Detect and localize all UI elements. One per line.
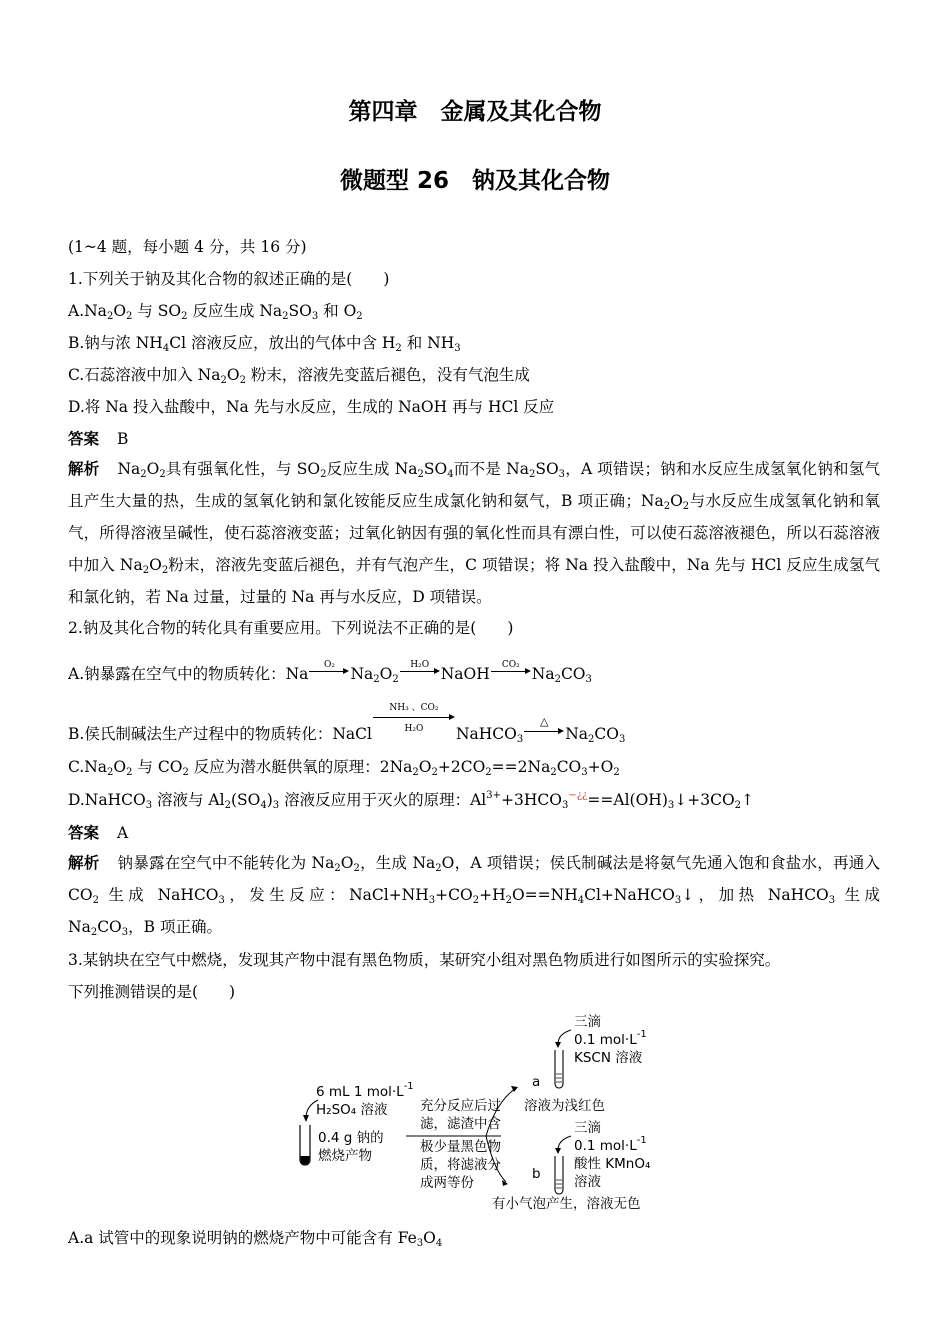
a-reagent: KSCN 溶液 xyxy=(574,1050,643,1066)
q2-option-a: A.钠暴露在空气中的物质转化：Na O₂ $Na_2O_2$ H₂O NaOH CO₂ $Na_2CO_3$ xyxy=(68,660,592,685)
q2-analysis: 解析 钠暴露在空气中不能转化为 $Na_2O_2$，生成 $Na_2O$，A 项错误；侯氏制碱法是将氨气先通入饱和食盐水，再通入 $CO_2$ 生成 NaHCO$_3$，发生反应：$NaCl+NH_3+CO_2+H_2O==NH_4Cl+NaHCO_3↓$，加热 NaHCO$_3$ 生成 $Na_2CO_3$，B 项正确。 xyxy=(68,854,880,938)
a-concentration: 0.1 $mol\cdot L^{-1}$ xyxy=(574,1029,647,1048)
a-drops: 三滴 xyxy=(574,1014,601,1030)
sample-label-2: 燃烧产物 xyxy=(318,1148,372,1164)
q2-stem: 2.钠及其化合物的转化具有重要应用。下列说法不正确的是( ) xyxy=(68,619,514,637)
b-reagent-2: 溶液 xyxy=(574,1174,601,1190)
reaction-arrow: △ xyxy=(524,724,564,744)
section-title: 微题型 26 钠及其化合物 xyxy=(339,168,610,194)
reagent-concentration: 6 mL 1 $mol\cdot L^{-1}$ xyxy=(316,1081,414,1100)
q1-option-b: B.钠与浓 $NH_4Cl$ 溶液反应，放出的气体中含 $H_2$ 和 $NH_3$ xyxy=(68,334,461,354)
step-text-4: 质，将滤液分 xyxy=(420,1157,501,1173)
b-concentration: 0.1 $mol\cdot L^{-1}$ xyxy=(574,1135,647,1154)
step-text-1: 充分反应后过 xyxy=(420,1098,501,1114)
q2-option-c: $C.Na_2O_2$ 与 $CO_2$ 反应为潜水艇供氧的原理：$2Na_2O_2+2CO_2==2Na_2CO_3+O_2$ xyxy=(68,758,620,778)
q2-option-b: B.侯氏制碱法生产过程中的物质转化：NaCl $\frac{\text{NH₃ 、CO₂}}{\text{H₂O}}$ NaHCO$_3$ △ $Na_2CO_3$ xyxy=(68,703,626,745)
b-reagent: 酸性 KMnO₄ xyxy=(574,1156,651,1172)
b-drops: 三滴 xyxy=(574,1120,601,1136)
analysis-label: 解析 xyxy=(68,854,100,872)
answer-label: 答案 xyxy=(68,824,100,842)
q1-option-d: D.将 Na 投入盐酸中，Na 先与水反应，生成的 NaOH 再与 HCl 反应 xyxy=(68,398,555,416)
q1-option-c: C.石蕊溶液中加入 $Na_2O_2$ 粉末，溶液先变蓝后褪色，没有气泡生成 xyxy=(68,366,530,386)
analysis-label: 解析 xyxy=(68,460,100,478)
reaction-arrow: $\frac{\text{NH₃ 、CO₂}}{\text{H₂O}}$ xyxy=(373,724,455,744)
answer-label: 答案 xyxy=(68,430,100,448)
reaction-arrow: O₂ xyxy=(309,664,349,684)
q1-analysis: 解析 $Na_2O_2$具有强氧化性，与 $SO_2$反应生成 $Na_2SO_4$而不是 $Na_2SO_3$，A 项错误；钠和水反应生成氢氧化钠和氢气且产生大量的热，生成的氢氧化钠和氯化铵能反应生成氯化钠和氨气，B 项正确；$Na_2O_2$与水反应生成氢氧化钠和氧气，所得溶液呈碱性，使石蕊溶液变蓝；过氧化钠因有强的氧化性而具有漂白性，可以使石蕊溶液褪色，所以石蕊溶液中加入 $Na_2O_2$粉末，溶液先变蓝后褪色，并有气泡产生，C 项错误；将 Na 投入盐酸中，Na 先与 HCl 反应生成氢气和氯化钠，若 Na 过量，过量的 Na 再与水反应，D 项错误。 xyxy=(68,460,880,606)
a-result: 溶液为浅红色 xyxy=(524,1098,605,1114)
sample-label-1: 0.4 g 钠的 xyxy=(318,1130,384,1146)
branch-b-label: b xyxy=(532,1166,541,1182)
experiment-figure xyxy=(296,1010,668,1216)
branch-a-label: a xyxy=(532,1074,541,1090)
step-text-3: 极少量黑色物 xyxy=(420,1139,501,1155)
q2-answer: 答案 A xyxy=(68,824,129,842)
intro-note: (1~4 题，每小题 4 分，共 16 分) xyxy=(68,238,307,256)
q1-answer: 答案 B xyxy=(68,430,129,448)
step-text-2: 滤，滤渣中含 xyxy=(420,1116,501,1132)
q1-stem: 1.下列关于钠及其化合物的叙述正确的是( ) xyxy=(68,270,390,288)
chapter-title: 第四章 金属及其化合物 xyxy=(348,99,602,125)
q1-option-a: $A.Na_2O_2$ 与 $SO_2$ 反应生成 $Na_2SO_3$ 和 $O_2$ xyxy=(68,302,363,322)
reaction-arrow: H₂O xyxy=(400,664,440,684)
q3-stem-line2: 下列推测错误的是( ) xyxy=(68,983,236,1001)
q3-option-a: A.a 试管中的现象说明钠的燃烧产物中可能含有 $Fe_3O_4$ xyxy=(68,1229,443,1249)
reagent-name: H₂SO₄ 溶液 xyxy=(316,1102,388,1118)
q2-option-d: D.NaHCO$_3$ 溶液与 $Al_2(SO_4)_3$ 溶液反应用于灭火的原理：$Al^{3+}+3HCO_3^{-¿¿}==Al(OH)_3↓+3CO_2↑$ xyxy=(68,790,755,811)
step-text-5: 成两等份 xyxy=(420,1175,474,1191)
reaction-arrow: CO₂ xyxy=(491,664,531,684)
q3-stem-line1: 3.某钠块在空气中燃烧，发现其产物中混有黑色物质，某研究小组对黑色物质进行如图所示的实验探究。 xyxy=(68,951,781,969)
b-result: 有小气泡产生，溶液无色 xyxy=(492,1196,641,1212)
